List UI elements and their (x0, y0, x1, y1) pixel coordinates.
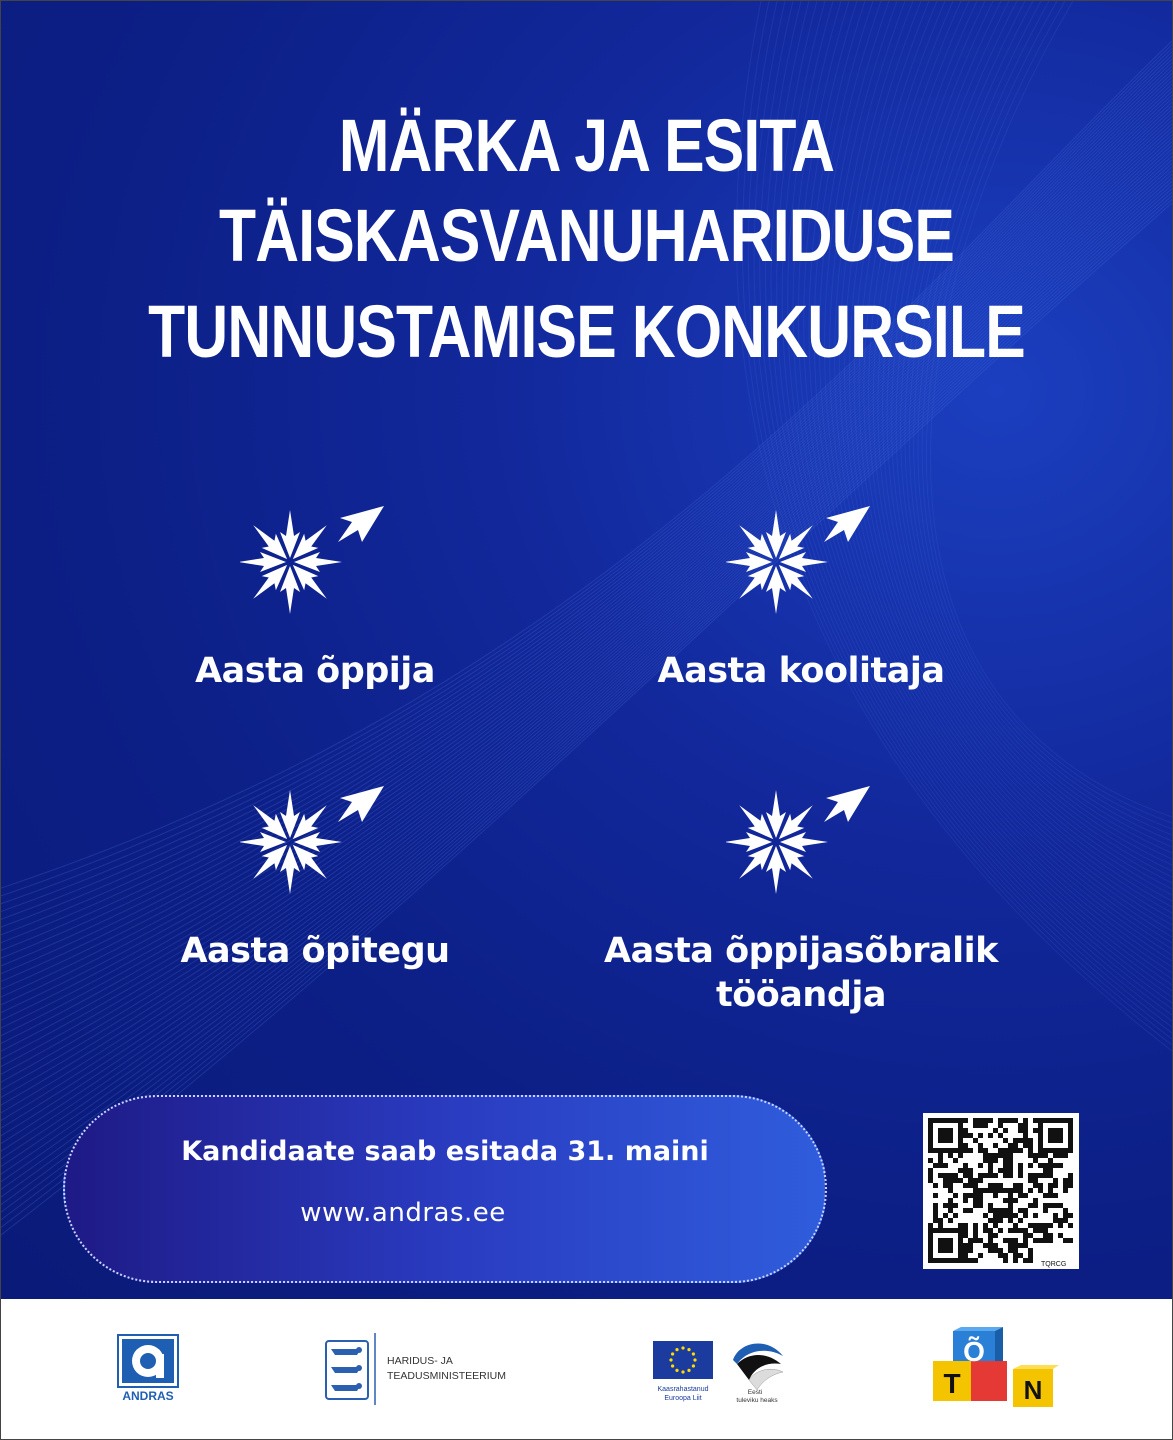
ministry-line-2: TEADUSMINISTEERIUM (387, 1370, 507, 1382)
headline-line-2: TÄISKASVANUHARIDUSE (218, 194, 955, 277)
eu-flag-logo[interactable] (651, 1339, 717, 1403)
ton-letter-n: N (1023, 1375, 1043, 1405)
cornflower-icon (240, 504, 390, 619)
qr-code[interactable] (923, 1113, 1079, 1269)
ton-letter-t: T (943, 1368, 961, 1399)
eesti-line-2: tuleviku heaks (736, 1397, 778, 1404)
award-aasta-oppija (65, 504, 565, 693)
award-label-line-1: Aasta õppijasõbralik (604, 931, 998, 971)
andras-logo[interactable] (115, 1334, 181, 1404)
ministry-logo[interactable] (323, 1329, 523, 1409)
footer-logos (1, 1299, 1172, 1439)
cornflower-icon (240, 784, 390, 899)
eesti-tuleviku-heaks-logo[interactable] (727, 1334, 791, 1404)
ton-letter-o: Õ (963, 1336, 985, 1367)
award-aasta-koolitaja (551, 504, 1051, 693)
andras-logo-text: ANDRAS (122, 1389, 174, 1403)
award-label: Aasta õpitegu (180, 931, 450, 971)
qr-tag: TQRCG (1041, 1261, 1067, 1268)
eu-line-2: Euroopa Liit (664, 1395, 702, 1402)
deadline-banner (63, 1095, 827, 1283)
award-label: Aasta koolitaja (657, 651, 945, 691)
website-link[interactable]: www.andras.ee (300, 1198, 506, 1228)
award-aasta-opitegu (65, 784, 565, 973)
deadline-text: Kandidaate saab esitada 31. maini (181, 1136, 709, 1167)
eu-line-1: Kaasrahastanud (657, 1386, 709, 1393)
headline-line-3: TUNNUSTAMISE KONKURSILE (148, 290, 1025, 373)
award-aasta-tooandja (551, 784, 1051, 1017)
cornflower-icon (726, 784, 876, 899)
cornflower-icon (726, 504, 876, 619)
eesti-line-1: Eesti (747, 1389, 763, 1396)
ton-logo[interactable] (931, 1327, 1061, 1411)
ministry-line-1: HARIDUS- JA (387, 1355, 453, 1367)
headline-line-1: MÄRKA JA ESITA (338, 104, 835, 187)
coat-of-arms-icon (326, 1341, 368, 1399)
award-label-line-2: tööandja (715, 975, 887, 1015)
hero-section (1, 1, 1172, 1299)
award-label: Aasta õppija (195, 651, 435, 691)
award-label (551, 929, 1051, 1017)
